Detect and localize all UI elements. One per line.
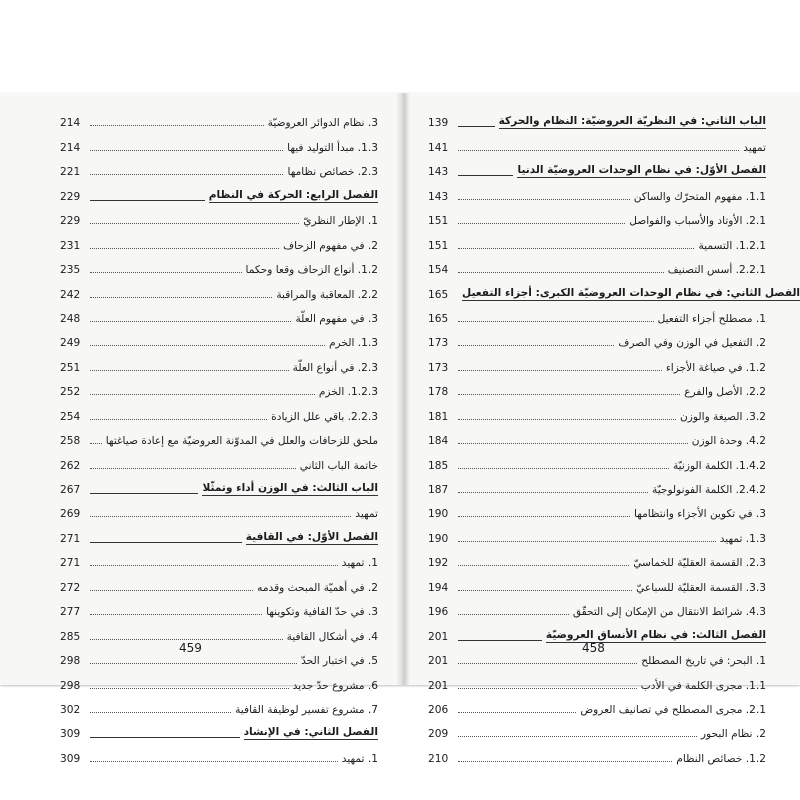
toc-entry-title: 3. في مفهوم العلّة xyxy=(295,312,378,325)
toc-page-number: 242 xyxy=(60,288,81,301)
book-spread xyxy=(0,93,800,765)
toc-page-number: 251 xyxy=(60,361,81,374)
toc-entry-title: 3. في حدّ القافية وتكوينها xyxy=(266,606,378,619)
dot-leader xyxy=(90,662,297,664)
toc-page-number: 201 xyxy=(428,679,449,692)
dot-leader xyxy=(90,541,242,543)
toc-entry-title: 2. في مفهوم الزحاف xyxy=(283,239,378,252)
toc-right xyxy=(428,105,800,765)
toc-entry xyxy=(60,227,378,251)
toc-page-number: 248 xyxy=(60,312,81,325)
toc-entry xyxy=(60,716,378,740)
dot-leader xyxy=(458,344,614,346)
toc-page-number: 229 xyxy=(60,215,81,228)
toc-entry xyxy=(60,154,378,178)
toc-page-number: 201 xyxy=(428,655,449,668)
toc-page-number: 151 xyxy=(428,239,449,252)
dot-leader xyxy=(458,418,676,420)
toc-entry-title: 2.2. الأصل والفرع xyxy=(684,386,766,399)
toc-entry xyxy=(60,692,378,716)
toc-entry-title: 1. تمهيد xyxy=(341,557,378,570)
dot-leader xyxy=(90,613,262,615)
dot-leader xyxy=(458,467,669,469)
toc-entry-title: 1.1. مفهوم المتحرّك والساكن xyxy=(633,190,766,203)
toc-section-heading: الفصل الثالث: في نظام الأنساق العروضيّة xyxy=(545,628,766,641)
toc-entry-title: 1.4.2. الكلمة الوزنيّة xyxy=(673,459,766,472)
toc-page-number: 298 xyxy=(60,679,81,692)
dot-leader xyxy=(90,344,325,346)
dot-leader xyxy=(90,564,338,566)
toc-page-number: 258 xyxy=(60,435,81,448)
toc-entry xyxy=(60,276,378,300)
toc-section-heading: الفصل الثاني: في نظام الوحدات العروضيّة الكبرى: أجزاء التفعيل xyxy=(462,286,800,299)
toc-entry xyxy=(428,472,766,496)
dot-leader xyxy=(458,149,739,151)
dot-leader xyxy=(90,222,299,224)
dot-leader xyxy=(90,199,205,201)
toc-entry-title: 4.3. شرائط الانتقال من الإمكان إلى التحقّق xyxy=(572,606,766,619)
dot-leader xyxy=(458,662,637,664)
toc-entry-title: 1.3. مبدأ التوليد فيها xyxy=(287,141,378,154)
dot-leader xyxy=(458,271,664,273)
toc-entry xyxy=(428,105,766,129)
book-gutter xyxy=(396,93,410,685)
toc-entry xyxy=(428,349,766,373)
toc-entry-title: 3.2. الصيغة والوزن xyxy=(680,410,766,423)
toc-entry xyxy=(428,398,766,422)
toc-entry xyxy=(428,423,766,447)
dot-leader xyxy=(458,760,672,762)
toc-page-number: 139 xyxy=(428,117,449,130)
toc-entry-title: 5. في اختبار الحدّ xyxy=(301,655,378,668)
toc-entry-title: 3.3. القسمة العقليّة للسباعيّ xyxy=(636,581,766,594)
toc-entry xyxy=(60,105,378,129)
toc-entry xyxy=(60,618,378,642)
toc-page-number: 192 xyxy=(428,557,449,570)
toc-entry-title: 2.3. خصائص نظامها xyxy=(287,166,378,179)
toc-entry xyxy=(428,374,766,398)
dot-leader xyxy=(90,711,231,713)
dot-leader xyxy=(458,711,576,713)
toc-entry xyxy=(428,203,766,227)
dot-leader xyxy=(90,320,291,322)
toc-entry-title: 1.1. مجرى الكلمة في الأدب xyxy=(640,679,766,692)
toc-page-number: 267 xyxy=(60,484,81,496)
dot-leader xyxy=(90,124,264,126)
toc-page-number: 210 xyxy=(428,752,449,765)
toc-entry-title: 3. في تكوين الأجزاء وانتظامها xyxy=(634,508,766,521)
toc-entry-title: 4. في أشكال القافية xyxy=(286,630,378,643)
toc-entry xyxy=(428,716,766,740)
toc-entry xyxy=(60,667,378,691)
toc-entry xyxy=(60,569,378,593)
toc-entry-title: ملحق للزحافات والعلل في المدوّنة العروضيّة مع إعادة صياغتها xyxy=(105,435,378,448)
toc-entry xyxy=(428,276,800,301)
toc-page-number: 196 xyxy=(428,606,449,619)
toc-entry-title: 2. التفعيل في الوزن وفي الصرف xyxy=(618,337,766,350)
toc-page-number: 194 xyxy=(428,581,449,594)
page-number-left: 459 xyxy=(179,641,202,655)
toc-entry-title: 1.3. الخرم xyxy=(328,337,378,350)
toc-entry xyxy=(428,545,766,569)
toc-page-number: 206 xyxy=(428,703,449,716)
toc-entry xyxy=(428,252,766,276)
dot-leader xyxy=(458,687,637,689)
dot-leader xyxy=(458,125,495,127)
toc-entry-title: 1. الإطار النظريّ xyxy=(303,215,378,228)
toc-entry-title: 1.2. في صياغة الأجزاء xyxy=(665,361,766,374)
toc-entry-title: 2. نظام البحور xyxy=(700,728,766,741)
toc-entry xyxy=(428,325,766,349)
dot-leader xyxy=(458,613,569,615)
toc-entry xyxy=(428,154,766,178)
dot-leader xyxy=(458,442,688,444)
toc-entry xyxy=(428,496,766,520)
toc-page-number: 178 xyxy=(428,386,449,399)
toc-page-number: 221 xyxy=(60,166,81,179)
dot-leader xyxy=(90,515,351,517)
dot-leader xyxy=(90,149,283,151)
toc-page-number: 254 xyxy=(60,410,81,423)
toc-entry xyxy=(60,129,378,153)
left-page xyxy=(0,93,402,765)
dot-leader xyxy=(90,247,279,249)
toc-page-number: 298 xyxy=(60,655,81,668)
toc-entry-title: 1.3. تمهيد xyxy=(719,532,766,545)
toc-page-number: 165 xyxy=(428,312,449,325)
toc-entry xyxy=(428,594,766,618)
dot-leader xyxy=(90,418,267,420)
toc-page-number: 249 xyxy=(60,337,81,350)
toc-section-heading: الباب الثالث: في الوزن أداء وتمثّلا xyxy=(202,482,378,494)
dot-leader xyxy=(458,222,625,224)
toc-page-number: 272 xyxy=(60,581,81,594)
toc-entry-title: 2.2.1. أسس التصنيف xyxy=(667,264,766,277)
toc-entry xyxy=(428,692,766,716)
dot-leader xyxy=(90,492,198,494)
toc-page-number: 262 xyxy=(60,459,81,472)
toc-entry xyxy=(60,472,378,496)
toc-page-number: 190 xyxy=(428,532,449,545)
dot-leader xyxy=(458,198,630,200)
toc-page-number: 309 xyxy=(60,728,81,741)
toc-entry-title: 1. البحر: في تاريخ المصطلح xyxy=(641,655,766,668)
toc-entry xyxy=(428,618,766,642)
toc-entry-title: 7. مشروع تفسير لوظيفة القافية xyxy=(235,703,378,716)
toc-page-number: 141 xyxy=(428,141,449,154)
toc-page-number: 271 xyxy=(60,557,81,570)
toc-page-number: 185 xyxy=(428,459,449,472)
toc-page-number: 201 xyxy=(428,630,449,643)
toc-entry xyxy=(428,178,766,202)
toc-entry-title: 1.2. خصائص النظام xyxy=(676,752,766,765)
toc-page-number: 187 xyxy=(428,484,449,496)
dot-leader xyxy=(90,393,315,395)
toc-entry xyxy=(60,301,378,325)
toc-entry xyxy=(60,252,378,276)
dot-leader xyxy=(90,296,272,298)
toc-page-number: 165 xyxy=(428,288,449,301)
toc-entry xyxy=(60,374,378,398)
toc-entry-title: 6. مشروع حدّ جديد xyxy=(292,679,378,692)
toc-page-number: 235 xyxy=(60,264,81,277)
toc-entry xyxy=(60,349,378,373)
dot-leader xyxy=(90,589,253,591)
toc-entry-title: 1.2.3. الخزم xyxy=(318,386,378,399)
toc-page-number: 302 xyxy=(60,703,81,716)
dot-leader xyxy=(90,687,289,689)
toc-entry xyxy=(60,423,378,447)
dot-leader xyxy=(458,515,630,517)
toc-entry-title: 1.2. أنواع الزحاف وقعا وحكما xyxy=(245,264,378,277)
toc-page-number: 252 xyxy=(60,386,81,399)
dot-leader xyxy=(458,639,542,641)
dot-leader xyxy=(458,735,697,737)
toc-left xyxy=(60,105,378,765)
toc-entry-title: 2.2. المعاقبة والمراقبة xyxy=(276,288,378,301)
toc-page-number: 190 xyxy=(428,508,449,521)
toc-section-heading: الباب الثاني: في النظريّة العروضيّة: النظام والحركة xyxy=(498,115,766,128)
toc-entry-title: تمهيد xyxy=(355,508,378,521)
toc-section-heading: الفصل الرابع: الحركة في النظام xyxy=(208,188,378,201)
toc-entry xyxy=(60,496,378,520)
toc-entry xyxy=(60,643,378,667)
toc-section-heading: الفصل الثاني: في الإنشاد xyxy=(243,726,378,739)
toc-entry xyxy=(60,398,378,422)
toc-page-number: 173 xyxy=(428,337,449,350)
dot-leader xyxy=(458,174,513,176)
toc-page-number: 229 xyxy=(60,190,81,203)
toc-entry-title: 2. في أهميّة المبحث وقدمه xyxy=(257,581,378,594)
dot-leader xyxy=(458,540,716,542)
toc-page-number: 173 xyxy=(428,361,449,374)
toc-entry xyxy=(60,545,378,569)
dot-leader xyxy=(90,638,283,640)
toc-entry-title: 3. نظام الدوائر العروضيّة xyxy=(267,117,378,130)
toc-page-number: 181 xyxy=(428,410,449,423)
dot-leader xyxy=(90,271,242,273)
toc-entry xyxy=(60,594,378,618)
toc-entry-title: 2.3. القسمة العقليّة للخماسيّ xyxy=(633,557,766,570)
page-number-right: 458 xyxy=(582,641,605,655)
toc-entry-title: 2.1. الأوتاد والأسباب والفواصل xyxy=(629,215,766,228)
toc-entry xyxy=(60,178,378,202)
toc-page-number: 285 xyxy=(60,630,81,643)
toc-entry xyxy=(428,129,766,153)
dot-leader xyxy=(458,247,694,249)
toc-entry-title: 2.2.3. باقي علل الزيادة xyxy=(271,410,378,423)
toc-entry-title: 2.1. مجرى المصطلح في تصانيف العروض xyxy=(580,703,766,716)
dot-leader xyxy=(90,369,289,371)
dot-leader xyxy=(90,736,240,738)
toc-entry-title: 1. تمهيد xyxy=(341,752,378,765)
toc-section-heading: الفصل الأوّل: في نظام الوحدات العروضيّة الدنيا xyxy=(517,164,766,177)
toc-entry xyxy=(428,569,766,593)
toc-page-number: 269 xyxy=(60,508,81,521)
dot-leader xyxy=(90,442,102,444)
dot-leader xyxy=(458,589,632,591)
dot-leader xyxy=(90,467,296,469)
toc-entry-title: تمهيد xyxy=(743,141,766,154)
toc-page-number: 154 xyxy=(428,264,449,277)
toc-entry xyxy=(428,667,766,691)
toc-entry xyxy=(428,447,766,471)
toc-entry-title: 4.2. وحدة الوزن xyxy=(691,435,766,448)
toc-entry xyxy=(60,447,378,471)
toc-entry xyxy=(60,325,378,349)
toc-entry-title: 1.2.1. التسمية xyxy=(698,239,766,252)
toc-entry xyxy=(428,227,766,251)
toc-page-number: 151 xyxy=(428,215,449,228)
toc-page-number: 143 xyxy=(428,166,449,179)
toc-entry-title: خاتمة الباب الثاني xyxy=(299,459,378,472)
toc-page-number: 277 xyxy=(60,606,81,619)
toc-page-number: 184 xyxy=(428,435,449,448)
toc-entry xyxy=(428,740,766,764)
dot-leader xyxy=(458,564,629,566)
toc-entry xyxy=(60,203,378,227)
toc-page-number: 214 xyxy=(60,141,81,154)
right-page xyxy=(402,93,800,765)
toc-entry xyxy=(428,301,766,325)
dot-leader xyxy=(458,491,648,493)
toc-entry-title: 1. مصطلح أجزاء التفعيل xyxy=(657,312,766,325)
toc-page-number: 214 xyxy=(60,117,81,130)
toc-page-number: 271 xyxy=(60,532,81,545)
toc-entry-title: 2.4.2. الكلمة الفونولوجيّة xyxy=(652,484,766,496)
toc-page-number: 143 xyxy=(428,190,449,203)
dot-leader xyxy=(458,369,662,371)
dot-leader xyxy=(458,393,680,395)
toc-entry xyxy=(428,520,766,544)
dot-leader xyxy=(90,760,338,762)
toc-page-number: 231 xyxy=(60,239,81,252)
toc-section-heading: الفصل الأوّل: في القافية xyxy=(245,530,378,543)
toc-entry xyxy=(60,520,378,544)
toc-entry-title: 2.3. في أنواع العلّة xyxy=(292,361,378,374)
toc-page-number: 209 xyxy=(428,728,449,741)
dot-leader xyxy=(458,320,654,322)
dot-leader xyxy=(90,173,283,175)
toc-entry xyxy=(60,740,378,764)
toc-page-number: 309 xyxy=(60,752,81,765)
